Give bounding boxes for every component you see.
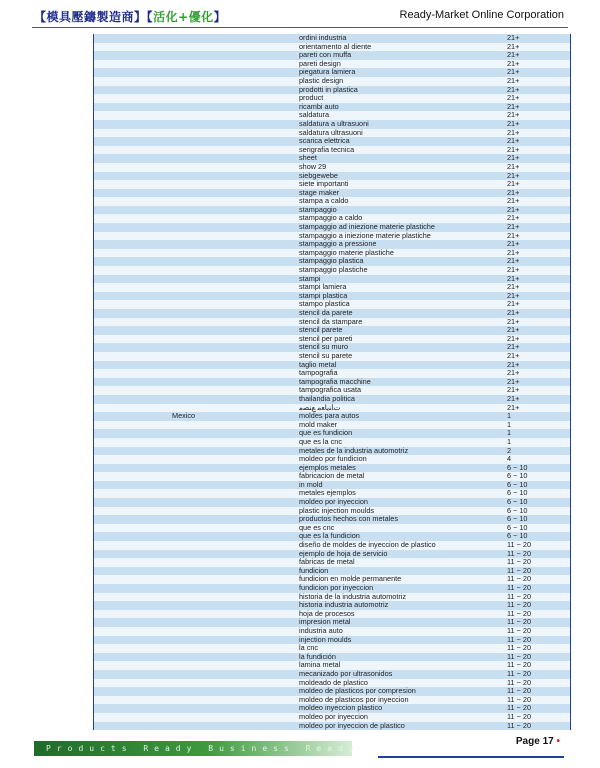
keyword-cell: injection moulds	[299, 634, 352, 644]
count-cell: 21+	[507, 187, 520, 197]
company-name: 模具壓鑄製造商	[46, 10, 135, 24]
count-cell: 6 ~ 10	[507, 462, 528, 472]
keyword-cell: taglio metal	[299, 359, 337, 369]
keyword-cell: stencil parete	[299, 325, 343, 335]
count-cell: 21+	[507, 161, 520, 171]
keyword-cell: moldeo por inyeccion	[299, 711, 368, 721]
count-cell: 11 ~ 20	[507, 703, 532, 713]
keyword-cell: show 29	[299, 161, 327, 171]
count-cell: 1	[507, 436, 512, 446]
table-row	[94, 154, 570, 163]
count-cell: 11 ~ 20	[507, 565, 532, 575]
count-cell: 21+	[507, 239, 520, 249]
keyword-cell: stampo plastica	[299, 299, 350, 309]
keyword-cell: product	[299, 93, 324, 103]
count-cell: 4	[507, 454, 512, 464]
keyword-cell: stampi plastica	[299, 290, 348, 300]
count-cell: 21+	[507, 350, 520, 360]
keyword-cell: moldeo por inyeccion	[299, 497, 368, 507]
count-cell: 6 ~ 10	[507, 531, 528, 541]
keyword-cell: siebgewebe	[299, 170, 338, 180]
count-cell: 11 ~ 20	[507, 643, 532, 653]
table-row	[94, 266, 570, 275]
keyword-cell: historia industria automotriz	[299, 600, 389, 610]
table-row	[94, 558, 570, 567]
count-cell: 21+	[507, 230, 520, 240]
count-cell: 21+	[507, 58, 520, 68]
count-cell: 21+	[507, 342, 520, 352]
keyword-cell: plastic design	[299, 75, 344, 85]
count-cell: 21+	[507, 204, 520, 214]
keyword-cell: ordini industria	[299, 34, 347, 42]
keyword-cell: stampi lamiera	[299, 282, 347, 292]
page-number	[516, 736, 560, 747]
slogan-b: 優化	[188, 10, 214, 24]
count-cell: 21+	[507, 153, 520, 163]
keyword-cell: thailandia politica	[299, 393, 355, 403]
keyword-cell: stampaggio plastiche	[299, 265, 368, 275]
keyword-cell: que es fundicion	[299, 428, 353, 438]
keyword-cell: stencil su parete	[299, 350, 353, 360]
count-cell: 21+	[507, 256, 520, 266]
keyword-cell: stampaggio a pressione	[299, 239, 377, 249]
count-cell: 21+	[507, 67, 520, 77]
keyword-cell: historia de la industria automotriz	[299, 591, 407, 601]
count-cell: 21+	[507, 222, 520, 232]
keyword-cell: mecanizado por ultrasonidos	[299, 668, 393, 678]
keyword-cell: moldeo de plasticos por inyeccion	[299, 694, 409, 704]
table-row	[94, 722, 570, 731]
footer-divider	[378, 756, 564, 758]
count-cell: 11 ~ 20	[507, 668, 532, 678]
count-cell: 11 ~ 20	[507, 557, 532, 567]
keyword-cell: productos hechos con metales	[299, 514, 398, 524]
keyword-cell: fundicion por inyeccion	[299, 583, 374, 592]
slogan-bracket-open: 【	[146, 10, 154, 24]
keyword-cell: stampaggio plastica	[299, 256, 364, 266]
count-cell: 11 ~ 20	[507, 677, 532, 687]
header-company	[34, 8, 226, 25]
keyword-cell: fabricas de metal	[299, 557, 355, 567]
count-cell: 21+	[507, 41, 520, 51]
count-cell: 21+	[507, 34, 520, 42]
table-row	[94, 636, 570, 645]
count-cell: 11 ~ 20	[507, 600, 532, 610]
count-cell: 21+	[507, 213, 520, 223]
count-cell: 21+	[507, 290, 520, 300]
count-cell: 21+	[507, 84, 520, 94]
publisher-name: Ready-Market Online Corporation	[399, 9, 564, 21]
keyword-cell: stampaggio ad iniezione materie plastiche	[299, 222, 435, 232]
keyword-cell: in mold	[299, 479, 323, 489]
table-row	[94, 103, 570, 112]
count-cell: 11 ~ 20	[507, 694, 532, 704]
keyword-cell: que es la cnc	[299, 436, 342, 446]
keyword-cell: ejemplos metales	[299, 462, 356, 472]
count-cell: 11 ~ 20	[507, 686, 532, 696]
keyword-cell: moldeo por inyeccion de plastico	[299, 720, 405, 730]
count-cell: 21+	[507, 333, 520, 343]
keyword-cell: sheet	[299, 153, 317, 163]
count-cell: 21+	[507, 393, 520, 403]
keyword-cell: tampografia macchine	[299, 376, 371, 386]
keyword-cell: scarica elettrica	[299, 136, 350, 146]
slogan-a: 活化	[153, 10, 179, 24]
count-cell: 11 ~ 20	[507, 651, 532, 661]
count-cell: 21+	[507, 376, 520, 386]
count-cell: 11 ~ 20	[507, 608, 532, 618]
table-row	[94, 472, 570, 481]
keyword-cell: pareti design	[299, 58, 341, 68]
count-cell: 21+	[507, 402, 520, 412]
slogan-plus: +	[178, 10, 189, 24]
count-cell: 6 ~ 10	[507, 497, 528, 507]
keyword-cell: moldes para autos	[299, 411, 360, 421]
keyword-cell: que es cnc	[299, 522, 335, 532]
keyword-cell: stage maker	[299, 187, 340, 197]
count-cell: 21+	[507, 359, 520, 369]
table-row	[94, 86, 570, 95]
keyword-cell: pareti con muffa	[299, 50, 352, 60]
count-cell: 11 ~ 20	[507, 711, 532, 721]
count-cell: 1	[507, 411, 512, 421]
keyword-cell: stencil da stampare	[299, 316, 363, 326]
keyword-cell: ricambi auto	[299, 101, 339, 111]
count-cell: 21+	[507, 118, 520, 128]
keyword-cell: ﺕﺎﻨﻳﺎﻌﻣ ﻊﻨﺼﻣ	[299, 402, 341, 412]
count-cell: 11 ~ 20	[507, 574, 532, 584]
keyword-cell: tampografia	[299, 368, 338, 378]
table-row	[94, 146, 570, 155]
keyword-cell: serigrafia tecnica	[299, 144, 355, 154]
keyword-cell: la cnc	[299, 643, 319, 653]
count-cell: 6 ~ 10	[507, 522, 528, 532]
keyword-cell: impresion metal	[299, 617, 351, 627]
keyword-cell: fabricacion de metal	[299, 471, 365, 481]
keyword-cell: diseño de moldes de inyeccion de plastico	[299, 540, 436, 550]
count-cell: 11 ~ 20	[507, 548, 532, 558]
count-cell: 21+	[507, 282, 520, 292]
keyword-cell: fundicion	[299, 565, 329, 575]
count-cell: 21+	[507, 265, 520, 275]
keyword-cell: saldatura	[299, 110, 330, 120]
count-cell: 11 ~ 20	[507, 634, 532, 644]
count-cell: 1	[507, 428, 512, 438]
keyword-cell: prodotti in plastica	[299, 84, 358, 94]
keyword-cell: la fundición	[299, 651, 336, 661]
count-cell: 21+	[507, 247, 520, 257]
keyword-cell: moldeo inyeccion plastico	[299, 703, 383, 713]
header-divider	[32, 27, 568, 28]
count-cell: 6 ~ 10	[507, 514, 528, 524]
count-cell: 21+	[507, 170, 520, 180]
keyword-cell: moldeo por fundicion	[299, 454, 367, 464]
keyword-cell: stampa a caldo	[299, 196, 349, 206]
company-bracket-close: 】	[134, 10, 147, 24]
count-cell: 21+	[507, 110, 520, 120]
count-cell: 21+	[507, 368, 520, 378]
footer-tagline: Products Ready Business Ready	[46, 744, 360, 753]
keyword-cell: metales de la industria automotriz	[299, 445, 409, 455]
keyword-cell: stampaggio materie plastiche	[299, 247, 394, 257]
keyword-cell: ejemplo de hoja de servicio	[299, 548, 388, 558]
count-cell: 11 ~ 20	[507, 591, 532, 601]
count-cell: 21+	[507, 101, 520, 111]
count-cell: 1	[507, 419, 512, 429]
keyword-cell: hoja de procesos	[299, 608, 355, 618]
keyword-cell: saldatura ultrasuoni	[299, 127, 363, 137]
count-cell: 21+	[507, 93, 520, 103]
keyword-cell: stampaggio a caldo	[299, 213, 363, 223]
count-cell: 11 ~ 20	[507, 660, 532, 670]
count-cell: 21+	[507, 308, 520, 317]
keyword-cell: industria auto	[299, 625, 343, 635]
count-cell: 6 ~ 10	[507, 505, 528, 515]
count-cell: 2	[507, 445, 512, 455]
count-cell: 21+	[507, 75, 520, 85]
count-cell: 21+	[507, 179, 520, 189]
keyword-cell: stencil su muro	[299, 342, 349, 352]
count-cell: 11 ~ 20	[507, 617, 532, 627]
count-cell: 21+	[507, 385, 520, 395]
count-cell: 11 ~ 20	[507, 583, 532, 592]
page-label: Page 17	[515, 736, 554, 747]
count-cell: 11 ~ 20	[507, 625, 532, 635]
keyword-cell: tampografica usata	[299, 385, 362, 395]
slogan-bracket-close: 】	[213, 10, 227, 24]
keyword-cell: plastic injection moulds	[299, 505, 375, 515]
count-cell: 6 ~ 10	[507, 471, 528, 481]
count-cell: 21+	[507, 50, 520, 60]
keyword-cell: moldeado de plastico	[299, 677, 368, 687]
keyword-table	[93, 34, 571, 730]
count-cell: 11 ~ 20	[507, 720, 532, 730]
keyword-cell: lamina metal	[299, 660, 341, 670]
country-cell: Mexico	[172, 411, 196, 421]
keyword-cell: metales ejemplos	[299, 488, 356, 498]
keyword-cell: siete importanti	[299, 179, 349, 189]
count-cell: 21+	[507, 144, 520, 154]
count-cell: 21+	[507, 127, 520, 137]
keyword-cell: stencil da parete	[299, 308, 353, 317]
count-cell: 6 ~ 10	[507, 479, 528, 489]
keyword-cell: que es la fundicion	[299, 531, 360, 541]
page-dot: •	[556, 736, 560, 747]
keyword-cell: moldeo de plasticos por compresion	[299, 686, 416, 696]
keyword-cell: piegatura lamiera	[299, 67, 356, 77]
keyword-cell: orientamento al diente	[299, 41, 372, 51]
keyword-cell: stampaggio a iniezione materie plastiche	[299, 230, 431, 240]
count-cell: 6 ~ 10	[507, 488, 528, 498]
company-bracket-open: 【	[34, 10, 47, 24]
count-cell: 21+	[507, 299, 520, 309]
keyword-cell: mold maker	[299, 419, 338, 429]
count-cell: 21+	[507, 325, 520, 335]
count-cell: 21+	[507, 273, 520, 283]
keyword-cell: stampi	[299, 273, 321, 283]
count-cell: 11 ~ 20	[507, 540, 532, 550]
keyword-cell: fundicion en molde permanente	[299, 574, 402, 584]
keyword-cell: saldatura a ultrasuoni	[299, 118, 369, 128]
keyword-cell: stampaggio	[299, 204, 337, 214]
count-cell: 21+	[507, 196, 520, 206]
count-cell: 21+	[507, 316, 520, 326]
keyword-cell: stencil per pareti	[299, 333, 353, 343]
count-cell: 21+	[507, 136, 520, 146]
